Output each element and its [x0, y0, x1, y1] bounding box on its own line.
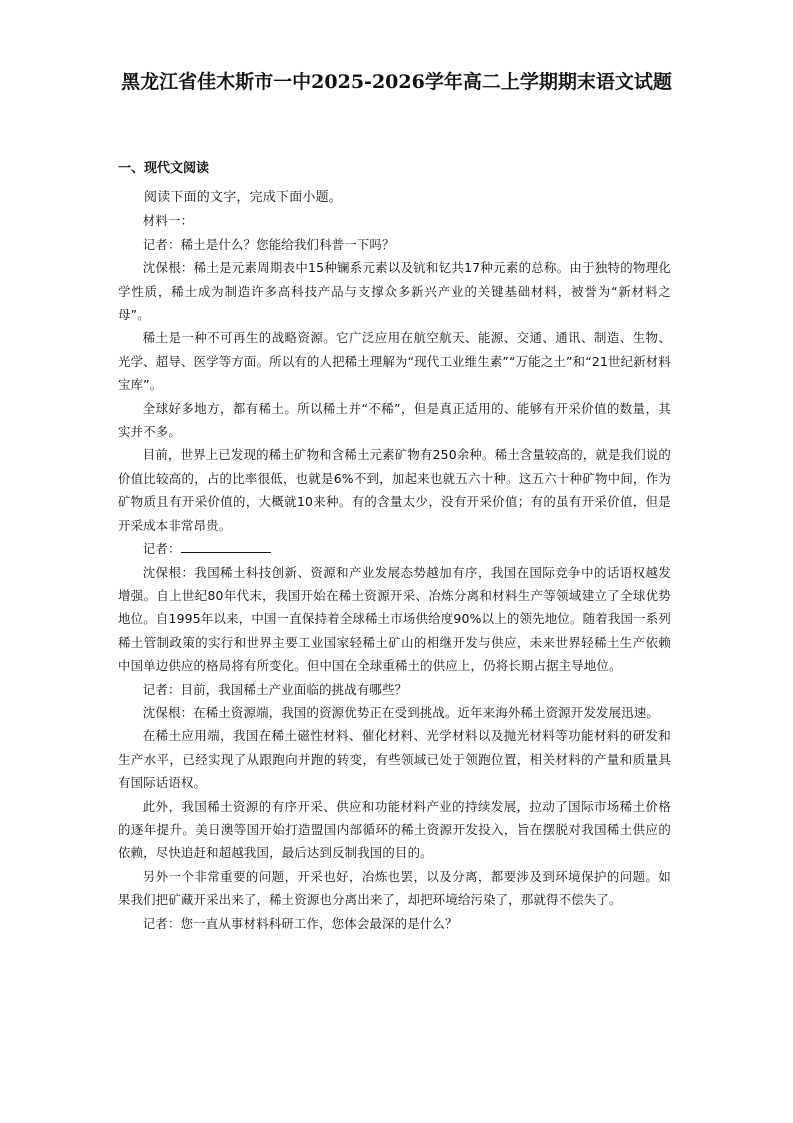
answer-blank	[181, 540, 271, 553]
page-title: 黑龙江省佳木斯市一中2025-2026学年高二上学期期末语文试题	[121, 71, 672, 93]
reporter-label: 记者：	[142, 541, 181, 557]
paragraph: 稀土是一种不可再生的战略资源。它广泛应用在航空航天、能源、交通、通讯、制造、生物、光学、超导、医学等方面。所以有的人把稀土理解为“现代工业维生素”“万能之土”和“21世纪新材料宝库”。	[118, 330, 671, 393]
paragraph: 全球好多地方，都有稀土。所以稀土并“不稀”，但是真正适用的、能够有开采价值的数量，其实并不多。	[118, 400, 671, 440]
paragraph: 记者：稀土是什么？您能给我们科普一下吗？	[142, 236, 395, 252]
paragraph: 记者：目前，我国稀土产业面临的挑战有哪些？	[142, 681, 408, 697]
paragraph: 在稀土应用端，我国在稀土磁性材料、催化材料、光学材料以及抛光材料等功能材料的研发和生产水平，已经实现了从跟跑向并跑的转变，有些领域已处于领跑位置，相关材料的产量和质量具有国际话语权。	[118, 728, 671, 791]
paragraph: 沈保根：我国稀土科技创新、资源和产业发展态势越加有序，我国在国际竞争中的话语权越发增强。自上世纪80年代末，我国开始在稀土资源开采、冶炼分离和材料生产等领域建立了全球优势地位。自1995年以来，中国一直保持着全球稀土市场供给度90%以上的领先地位。随着我国一系列稀土管制政策的实行和世界主要工业国家轻稀土矿山的相继开发与供应，未来世界轻稀土生产依赖中国单边供应的格局将有所变化。但中国在全球重稀土的供应上，仍将长期占据主导地位。	[118, 564, 671, 674]
paragraph: 此外，我国稀土资源的有序开采、供应和功能材料产业的持续发展，拉动了国际市场稀土价格的逐年提升。美日澳等国开始打造盟国内部循环的稀土资源开发投入，旨在摆脱对我国稀土供应的依赖，尽快追赶和超越我国，最后达到反制我国的目的。	[118, 798, 671, 861]
material-label: 材料一：	[142, 213, 194, 229]
paragraph: 另外一个非常重要的问题，开采也好，冶炼也罢，以及分离，都要涉及到环境保护的问题。如果我们把矿藏开采出来了，稀土资源也分离出来了，却把环境给污染了，那就得不偿失了。	[118, 868, 671, 908]
paragraph: 沈保根：稀土是元素周期表中15种镧系元素以及钪和钇共17种元素的总称。由于独特的物理化学性质，稀土成为制造许多高科技产品与支撑众多新兴产业的关键基础材料，被誉为“新材料之母”。	[118, 260, 671, 323]
paragraph: 记者：您一直从事材料科研工作，您体会最深的是什么？	[142, 915, 458, 931]
reporter-blank-question	[118, 537, 671, 560]
instruction: 阅读下面的文字，完成下面小题。	[144, 190, 343, 205]
paragraph: 目前，世界上已发现的稀土矿物和含稀土元素矿物有250余种。稀土含量较高的，就是我们说的价值比较高的，占的比率很低，也就是6%不到，加起来也就五六十种。这五六十种矿物中间，作为矿物质且有开采价值的，大概就10来种。有的含量太少，没有开采价值；有的虽有开采价值，但是开采成本非常昂贵。	[118, 447, 671, 533]
paragraph: 沈保根：在稀土资源端，我国的资源优势正在受到挑战。近年来海外稀土资源开发发展迅速。	[142, 704, 660, 720]
reading-passage	[118, 186, 671, 935]
section-heading: 一、现代文阅读	[118, 161, 210, 176]
